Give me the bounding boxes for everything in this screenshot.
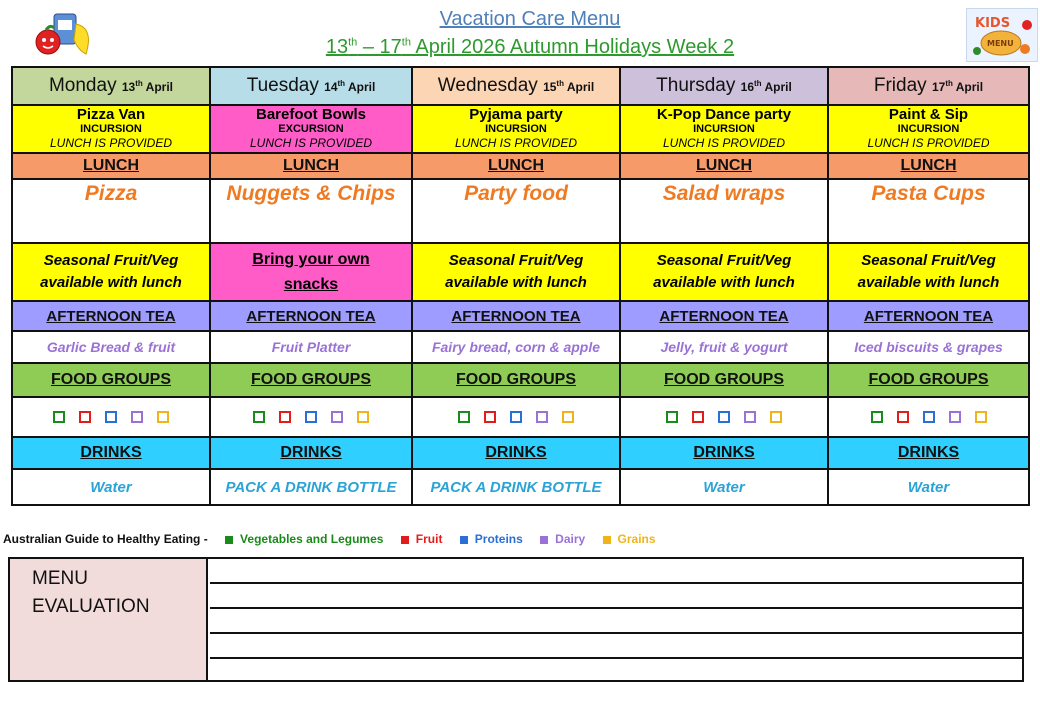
vegetables-checkbox[interactable] [253, 411, 265, 423]
day-header-tuesday: Tuesday 14th April [210, 67, 412, 105]
food-groups-checkbox-row [12, 397, 1029, 437]
lunch-row [12, 179, 1029, 243]
lunch-item: Salad wraps [620, 179, 828, 243]
snack-cell: Seasonal Fruit/Veg available with lunch [412, 243, 620, 301]
drink-item: PACK A DRINK BOTTLE [412, 469, 620, 505]
food-groups-header-row [12, 363, 1029, 397]
food-groups-header: FOOD GROUPS [828, 363, 1029, 397]
drinks-header: DRINKS [210, 437, 412, 469]
activity-cell: Barefoot Bowls EXCURSION LUNCH IS PROVIDED [210, 105, 412, 153]
snack-cell: Seasonal Fruit/Veg available with lunch [12, 243, 210, 301]
day-header-friday: Friday 17th April [828, 67, 1029, 105]
evaluation-line[interactable] [210, 634, 1022, 659]
lunch-item: Pizza [12, 179, 210, 243]
grains-checkbox[interactable] [157, 411, 169, 423]
legend-fruit: Fruit [415, 532, 443, 546]
food-groups-header: FOOD GROUPS [620, 363, 828, 397]
afternoon-tea-header: AFTERNOON TEA [12, 301, 210, 331]
fruit-checkbox[interactable] [79, 411, 91, 423]
proteins-checkbox[interactable] [923, 411, 935, 423]
lunch-header: LUNCH [210, 153, 412, 179]
food-groups-cell [828, 397, 1029, 437]
afternoon-tea-item: Garlic Bread & fruit [12, 331, 210, 363]
activity-cell: Pyjama party INCURSION LUNCH IS PROVIDED [412, 105, 620, 153]
evaluation-line[interactable] [210, 559, 1022, 584]
afternoon-tea-header-row [12, 301, 1029, 331]
food-groups-cell [412, 397, 620, 437]
afternoon-tea-row [12, 331, 1029, 363]
snack-cell: Bring your own snacks [210, 243, 412, 301]
evaluation-line[interactable] [210, 584, 1022, 609]
drink-item: Water [12, 469, 210, 505]
afternoon-tea-item: Fruit Platter [210, 331, 412, 363]
vegetables-checkbox[interactable] [53, 411, 65, 423]
lunch-item: Party food [412, 179, 620, 243]
snack-cell: Seasonal Fruit/Veg available with lunch [828, 243, 1029, 301]
proteins-swatch-icon [460, 536, 468, 544]
legend-title: Australian Guide to Healthy Eating - [3, 532, 208, 546]
food-groups-header: FOOD GROUPS [412, 363, 620, 397]
page-subtitle: 13th – 17th April 2026 Autumn Holidays Week 2 [325, 36, 735, 58]
lunch-header: LUNCH [620, 153, 828, 179]
afternoon-tea-item: Iced biscuits & grapes [828, 331, 1029, 363]
day-header-row [12, 67, 1029, 105]
drink-item: PACK A DRINK BOTTLE [210, 469, 412, 505]
drinks-header: DRINKS [412, 437, 620, 469]
proteins-checkbox[interactable] [718, 411, 730, 423]
lunch-header: LUNCH [12, 153, 210, 179]
snack-cell: Seasonal Fruit/Veg available with lunch [620, 243, 828, 301]
food-groups-cell [12, 397, 210, 437]
svg-text:MENU: MENU [987, 39, 1014, 48]
dairy-checkbox[interactable] [331, 411, 343, 423]
menu-evaluation-section [8, 557, 1024, 682]
grains-swatch-icon [603, 536, 611, 544]
food-groups-header: FOOD GROUPS [210, 363, 412, 397]
afternoon-tea-item: Fairy bread, corn & apple [412, 331, 620, 363]
grains-checkbox[interactable] [770, 411, 782, 423]
drinks-row [12, 469, 1029, 505]
afternoon-tea-header: AFTERNOON TEA [210, 301, 412, 331]
food-groups-cell [620, 397, 828, 437]
snack-row [12, 243, 1029, 301]
proteins-checkbox[interactable] [305, 411, 317, 423]
evaluation-line[interactable] [210, 609, 1022, 634]
legend-vegetables: Vegetables and Legumes [240, 532, 384, 546]
drink-item: Water [828, 469, 1029, 505]
activity-cell: Pizza Van INCURSION LUNCH IS PROVIDED [12, 105, 210, 153]
activity-cell: K-Pop Dance party INCURSION LUNCH IS PROVIDED [620, 105, 828, 153]
legend-grains: Grains [617, 532, 656, 546]
dairy-checkbox[interactable] [949, 411, 961, 423]
activity-cell: Paint & Sip INCURSION LUNCH IS PROVIDED [828, 105, 1029, 153]
drinks-header: DRINKS [828, 437, 1029, 469]
dairy-checkbox[interactable] [131, 411, 143, 423]
afternoon-tea-header: AFTERNOON TEA [412, 301, 620, 331]
day-header-wednesday: Wednesday 15th April [412, 67, 620, 105]
page-title: Vacation Care Menu [439, 8, 621, 30]
afternoon-tea-header: AFTERNOON TEA [828, 301, 1029, 331]
food-group-legend [3, 532, 656, 546]
fruit-checkbox[interactable] [692, 411, 704, 423]
legend-proteins: Proteins [474, 532, 523, 546]
grains-checkbox[interactable] [975, 411, 987, 423]
afternoon-tea-item: Jelly, fruit & yogurt [620, 331, 828, 363]
drinks-header: DRINKS [12, 437, 210, 469]
fruit-checkbox[interactable] [897, 411, 909, 423]
weekly-menu-table [11, 66, 1030, 506]
grains-checkbox[interactable] [562, 411, 574, 423]
drinks-header-row [12, 437, 1029, 469]
food-groups-header: FOOD GROUPS [12, 363, 210, 397]
day-header-thursday: Thursday 16th April [620, 67, 828, 105]
proteins-checkbox[interactable] [105, 411, 117, 423]
drinks-header: DRINKS [620, 437, 828, 469]
dairy-swatch-icon [540, 536, 548, 544]
proteins-checkbox[interactable] [510, 411, 522, 423]
dairy-checkbox[interactable] [744, 411, 756, 423]
vegetables-checkbox[interactable] [666, 411, 678, 423]
fruit-checkbox[interactable] [484, 411, 496, 423]
lunch-item: Pasta Cups [828, 179, 1029, 243]
lunch-header: LUNCH [828, 153, 1029, 179]
lunch-header-row [12, 153, 1029, 179]
vegetables-checkbox[interactable] [458, 411, 470, 423]
legend-dairy: Dairy [555, 532, 586, 546]
drink-item: Water [620, 469, 828, 505]
afternoon-tea-header: AFTERNOON TEA [620, 301, 828, 331]
grains-checkbox[interactable] [357, 411, 369, 423]
activity-row [12, 105, 1029, 153]
fruit-checkbox[interactable] [279, 411, 291, 423]
svg-text:KIDS: KIDS [975, 16, 1011, 31]
vegetables-swatch-icon [225, 536, 233, 544]
menu-evaluation-label: MENU EVALUATION [10, 559, 208, 680]
lunch-item: Nuggets & Chips [210, 179, 412, 243]
food-groups-cell [210, 397, 412, 437]
vegetables-checkbox[interactable] [871, 411, 883, 423]
dairy-checkbox[interactable] [536, 411, 548, 423]
fruit-swatch-icon [401, 536, 409, 544]
lunch-header: LUNCH [412, 153, 620, 179]
evaluation-line[interactable] [210, 657, 1022, 680]
day-header-monday: Monday 13th April [12, 67, 210, 105]
